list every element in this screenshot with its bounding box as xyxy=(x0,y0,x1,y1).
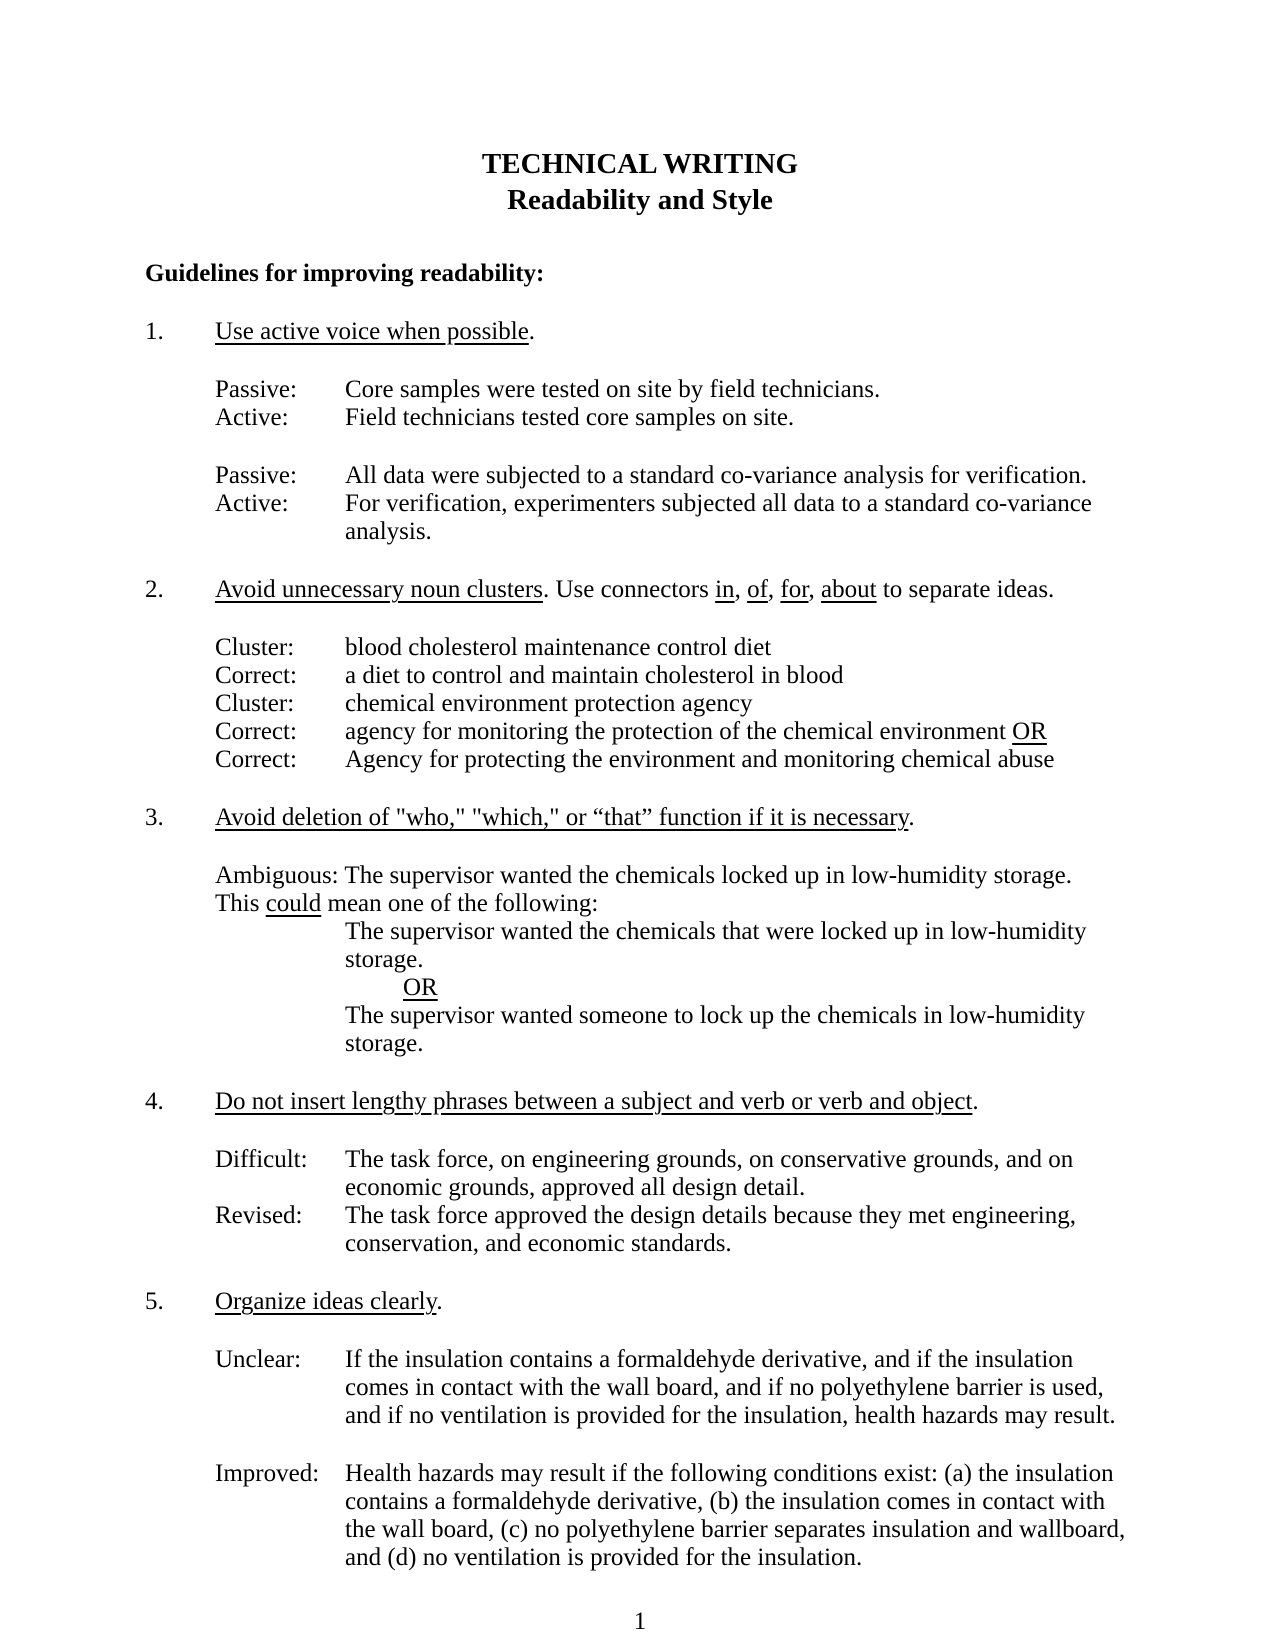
heading-run: to separate ideas. xyxy=(876,576,1055,603)
example-text: For verification, experimenters subjected all data to a standard co-variance analysis. xyxy=(345,490,1092,545)
example-label: Cluster: xyxy=(215,690,295,717)
example-label: Correct: xyxy=(215,746,297,773)
heading-run: Use active voice when possible xyxy=(215,318,529,345)
example-row xyxy=(215,490,1135,546)
guideline-number: 1. xyxy=(145,318,164,345)
example-text: chemical environment protection agency xyxy=(345,690,753,717)
guideline-item xyxy=(145,318,1135,546)
heading-run: . xyxy=(436,1288,443,1315)
example-text: If the insulation contains a formaldehyde derivative, and if the insulation comes in contact with the wall board, and if no polyethylene barrier is used, and if no ventilation is provided for the insulation, health hazards may result. xyxy=(345,1346,1116,1429)
document-subtitle: Readability and Style xyxy=(507,184,773,216)
guideline-number: 3. xyxy=(145,804,164,831)
example-text-run: could xyxy=(265,890,322,917)
page-number: 1 xyxy=(633,1608,647,1635)
guideline-number: 4. xyxy=(145,1088,164,1115)
example-text-run: agency for monitoring the protection of the chemical environment xyxy=(345,718,1013,745)
heading-run: Organize ideas clearly xyxy=(215,1288,437,1315)
example-row xyxy=(215,690,1135,718)
heading-run: , xyxy=(734,576,748,603)
guideline-heading xyxy=(215,1088,1135,1116)
example-text: a diet to control and maintain cholesterol in blood xyxy=(345,662,844,689)
heading-run: . xyxy=(972,1088,979,1115)
example-text: Field technicians tested core samples on site. xyxy=(345,404,795,431)
example-label: Active: xyxy=(215,490,289,517)
heading-run: about xyxy=(821,576,877,603)
heading-run: of xyxy=(747,576,768,603)
example-line xyxy=(403,974,1135,1002)
guideline-heading xyxy=(215,1288,1135,1316)
example-group xyxy=(215,1460,1135,1572)
example-row xyxy=(215,718,1135,746)
example-row xyxy=(215,634,1135,662)
example-group xyxy=(215,862,1135,1058)
document-title: TECHNICAL WRITING xyxy=(481,148,799,180)
example-label: Correct: xyxy=(215,662,297,689)
example-group xyxy=(215,1146,1135,1258)
example-text: Health hazards may result if the following conditions exist: (a) the insulation contains a formaldehyde derivative, (b) the insulation comes in contact with the wall board, (c) no polyethylene barrier separates insulation and wallboard, and (d) no ventilation is provided for the insulation. xyxy=(345,1460,1126,1571)
example-label: Cluster: xyxy=(215,634,295,661)
guideline-heading xyxy=(215,318,1135,346)
heading-run: . Use connectors xyxy=(542,576,716,603)
or-connector: OR xyxy=(403,974,438,1001)
example-row xyxy=(215,1346,1135,1430)
example-label: Improved: xyxy=(215,1460,320,1487)
example-label: Passive: xyxy=(215,376,297,403)
heading-run: in xyxy=(715,576,735,603)
example-text: The task force approved the design details because they met engineering, conservation, and economic standards. xyxy=(345,1202,1076,1257)
example-line xyxy=(215,890,1135,918)
example-text: Core samples were tested on site by field technicians. xyxy=(345,376,881,403)
example-label: Revised: xyxy=(215,1202,303,1229)
example-row xyxy=(215,662,1135,690)
heading-run: Avoid unnecessary noun clusters xyxy=(215,576,543,603)
example-label: Correct: xyxy=(215,718,297,745)
example-row xyxy=(215,1460,1135,1572)
example-row xyxy=(215,746,1135,774)
example-row xyxy=(215,1146,1135,1202)
guideline-item xyxy=(145,576,1135,774)
example-label: Active: xyxy=(215,404,289,431)
guideline-number: 5. xyxy=(145,1288,164,1315)
guideline-item xyxy=(145,804,1135,1058)
guideline-item xyxy=(145,1088,1135,1258)
guideline-number: 2. xyxy=(145,576,164,603)
example-row xyxy=(215,462,1135,490)
example-label: Passive: xyxy=(215,462,297,489)
heading-run: Avoid deletion of "who," "which," or “that” function if it is necessary xyxy=(215,804,909,831)
example-text-run: This xyxy=(215,890,266,917)
guideline-heading xyxy=(215,576,1135,604)
example-line xyxy=(345,1002,1135,1058)
guideline-heading xyxy=(215,804,1135,832)
heading-run: . xyxy=(528,318,536,345)
example-text-run: The supervisor wanted the chemicals that were locked up in low-humidity storage. xyxy=(345,918,1087,973)
heading-run: , xyxy=(808,576,822,603)
heading-run: for xyxy=(780,576,809,603)
guidelines-heading: Guidelines for improving readability: xyxy=(145,260,545,287)
example-text-run: Ambiguous: The supervisor wanted the chemicals locked up in low-humidity storage. xyxy=(215,862,1073,889)
document-title-block xyxy=(145,146,1135,218)
example-group xyxy=(215,1346,1135,1430)
heading-run: , xyxy=(767,576,781,603)
example-text-run: The supervisor wanted someone to lock up the chemicals in low-humidity storage. xyxy=(345,1002,1086,1057)
example-label: Difficult: xyxy=(215,1146,308,1173)
example-text xyxy=(345,718,1135,746)
heading-run: . xyxy=(908,804,915,831)
example-text: All data were subjected to a standard co-variance analysis for verification. xyxy=(345,462,1088,489)
or-connector: OR xyxy=(1012,718,1047,745)
example-group xyxy=(215,376,1135,432)
example-text-run: mean one of the following: xyxy=(321,890,599,917)
example-text: The task force, on engineering grounds, on conservative grounds, and on economic grounds, approved all design detail. xyxy=(345,1146,1074,1201)
example-text: Agency for protecting the environment and monitoring chemical abuse xyxy=(345,746,1055,773)
example-group xyxy=(215,634,1135,774)
guideline-item xyxy=(145,1288,1135,1572)
example-label: Unclear: xyxy=(215,1346,302,1373)
heading-run: Do not insert lengthy phrases between a subject and verb or verb and object xyxy=(215,1088,973,1115)
example-line xyxy=(215,862,1135,890)
example-line xyxy=(345,918,1135,974)
example-row xyxy=(215,1202,1135,1258)
example-row xyxy=(215,376,1135,404)
example-row xyxy=(215,404,1135,432)
example-text: blood cholesterol maintenance control diet xyxy=(345,634,772,661)
example-group xyxy=(215,462,1135,546)
